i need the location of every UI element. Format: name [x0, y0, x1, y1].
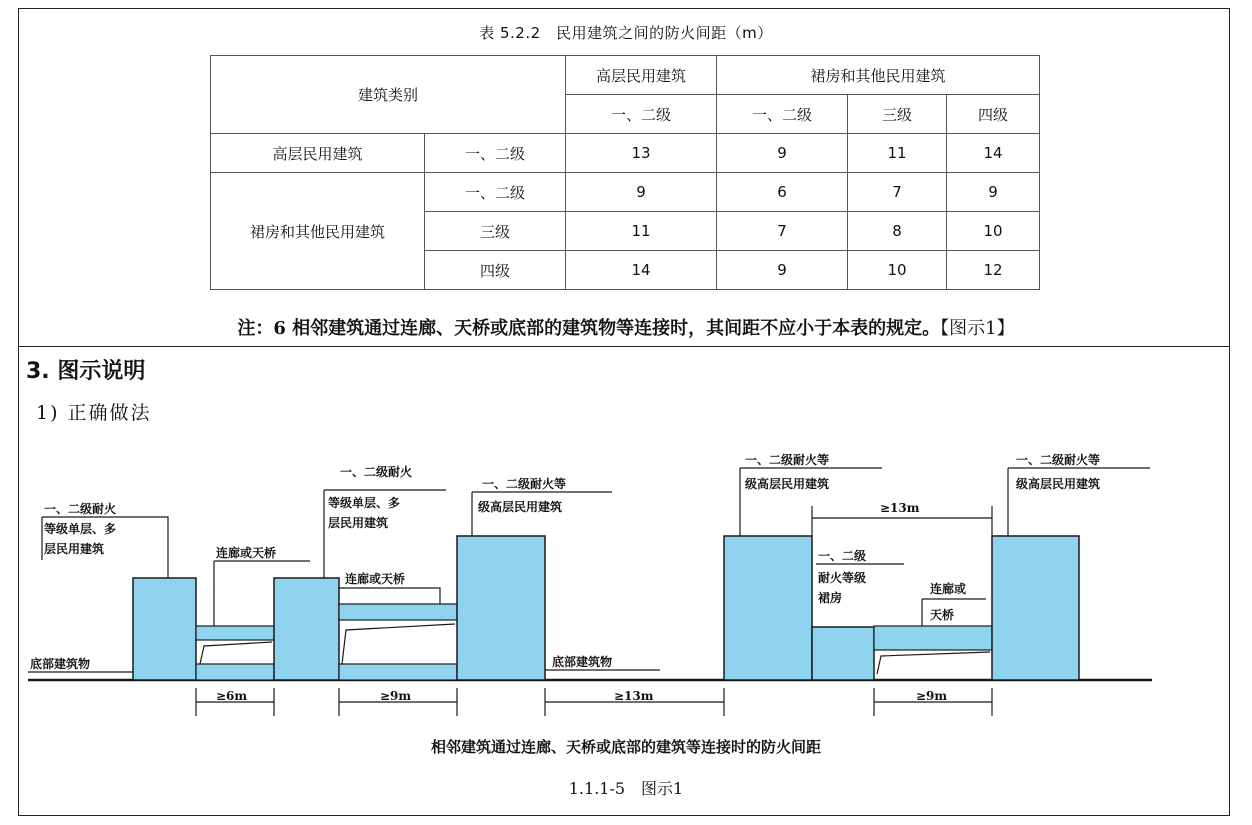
bridge-right-profile	[877, 652, 990, 674]
header-category: 建筑类别	[211, 56, 566, 134]
cell: 7	[848, 173, 947, 212]
cell: 9	[717, 251, 848, 290]
row-grade: 三级	[425, 212, 566, 251]
dim-label: ≥9m	[380, 689, 412, 703]
label: 层民用建筑	[328, 516, 389, 530]
note-text: 注：6 相邻建筑通过连廊、天桥或底部的建筑物等连接时，其间距不应小于本表的规定。	[237, 318, 941, 339]
dim-label: ≥6m	[216, 689, 248, 703]
cell: 9	[947, 173, 1040, 212]
cell: 9	[566, 173, 717, 212]
section-subtitle: 1) 正确做法	[36, 402, 152, 424]
cell: 10	[947, 212, 1040, 251]
row-grade: 一、二级	[425, 134, 566, 173]
label: 级高层民用建筑	[745, 477, 830, 491]
bridge-left-profile	[200, 642, 272, 664]
cell: 10	[848, 251, 947, 290]
label: 一、二级耐火	[44, 502, 117, 516]
dim-label: ≥9m	[916, 689, 948, 703]
label: 裙房	[818, 591, 843, 605]
row-grade: 四级	[425, 251, 566, 290]
cell: 11	[566, 212, 717, 251]
header-high-rise: 高层民用建筑	[566, 56, 717, 95]
label: 天桥	[930, 608, 955, 622]
dim-label: ≥13m	[880, 501, 920, 515]
cell: 8	[848, 212, 947, 251]
header-sub-4: 四级	[947, 95, 1040, 134]
cell: 14	[947, 134, 1040, 173]
header-sub-1: 一、二级	[566, 95, 717, 134]
cell: 12	[947, 251, 1040, 290]
label: 一、二级	[818, 549, 867, 563]
label: 一、二级耐火等	[745, 453, 830, 467]
leader	[158, 517, 168, 578]
row-grade: 一、二级	[425, 173, 566, 212]
bridge-right	[874, 626, 992, 650]
bridge-mid	[339, 604, 457, 620]
label: 连廊或天桥	[216, 546, 277, 560]
bridge-mid-profile	[342, 624, 455, 664]
building-high-right	[992, 536, 1079, 680]
row-group: 高层民用建筑	[211, 134, 425, 173]
building-high-mid	[724, 536, 812, 680]
label: 等级单层、多	[44, 522, 117, 536]
label: 级高层民用建筑	[478, 500, 563, 514]
cell: 14	[566, 251, 717, 290]
label: 一、二级耐火等	[1016, 453, 1101, 467]
building-high-left	[457, 536, 545, 680]
cell: 7	[717, 212, 848, 251]
podium	[812, 627, 874, 680]
underline	[338, 588, 440, 604]
building-low-left	[133, 578, 196, 680]
header-sub-3: 三级	[848, 95, 947, 134]
dim-row	[196, 688, 992, 716]
label: 一、二级耐火	[340, 465, 413, 479]
table-caption: 表 5.2.2 民用建筑之间的防火间距（m）	[479, 24, 773, 42]
label: 连廊或天桥	[345, 572, 406, 586]
header-podium: 裙房和其他民用建筑	[717, 56, 1040, 95]
label: 等级单层、多	[328, 496, 401, 510]
cell: 6	[717, 173, 848, 212]
label: 底部建筑物	[552, 655, 613, 669]
building-low-mid	[274, 578, 339, 680]
note-figure-ref[interactable]: 【图示1】	[940, 318, 1015, 339]
dim-label: ≥13m	[614, 689, 654, 703]
label: 耐火等级	[818, 571, 867, 585]
label: 底部建筑物	[30, 657, 91, 671]
label: 层民用建筑	[44, 542, 105, 556]
row-group: 裙房和其他民用建筑	[211, 173, 425, 290]
cell: 11	[848, 134, 947, 173]
base-mid	[339, 664, 457, 680]
diagram-caption: 相邻建筑通过连廊、天桥或底部的建筑等连接时的防火间距	[430, 738, 821, 756]
figure-number: 1.1.1-5 图示1	[568, 779, 684, 798]
bridge-left	[196, 626, 274, 640]
header-sub-2: 一、二级	[717, 95, 848, 134]
label: 连廊或	[930, 582, 967, 596]
label: 级高层民用建筑	[1016, 477, 1101, 491]
base-left	[196, 664, 274, 680]
section-title: 3. 图示说明	[26, 359, 146, 384]
label: 一、二级耐火等	[482, 477, 567, 491]
cell: 9	[717, 134, 848, 173]
cell: 13	[566, 134, 717, 173]
